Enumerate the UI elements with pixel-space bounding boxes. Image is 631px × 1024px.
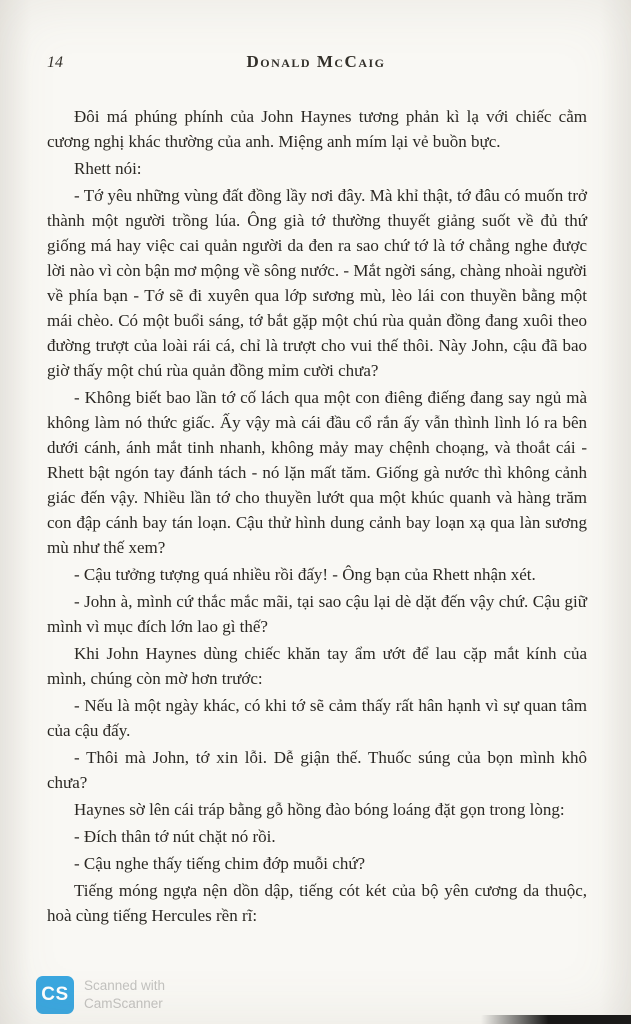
paragraph: - Nếu là một ngày khác, có khi tớ sẽ cảm thấy rất hân hạnh vì sự quan tâm của cậu đấy.	[47, 696, 587, 740]
paragraph: - Không biết bao lần tớ cố lách qua một con điêng điếng đang say ngủ mà không làm nó thức giấc. Ấy vậy mà cái đầu cổ rắn ấy vẫn thình lình ló ra bên dưới cánh, ánh mắt tinh nhanh, không mảy may chệnh choạng, và thoắt cái - Rhett bật ngón tay đánh tách - nó lặn mất tăm. Giống gà nước thì không cảnh giác đến vậy. Nhiều lần tớ cho thuyền lướt qua một khúc quanh và hàng trăm con đập cánh bay tán loạn. Cậu thử hình dung cảnh bay loạn xạ qua làn sương mù như thế xem?	[47, 388, 587, 557]
paragraph: Khi John Haynes dùng chiếc khăn tay ẩm ướt để lau cặp mắt kính của mình, chúng còn mờ hơn trước:	[47, 644, 587, 688]
paragraph: - Thôi mà John, tớ xin lỗi. Dễ giận thế. Thuốc súng của bọn mình khô chưa?	[47, 748, 587, 792]
camscanner-logo-icon: CS	[36, 976, 74, 1014]
paragraph: - Đích thân tớ nút chặt nó rồi.	[74, 827, 276, 846]
page-body	[47, 104, 587, 930]
camscanner-watermark	[36, 976, 165, 1014]
paragraph: Đôi má phúng phính của John Haynes tương phản kì lạ với chiếc cằm cương nghị khác thường của anh. Miệng anh mím lại vẻ buồn bực.	[47, 107, 587, 151]
paragraph: Tiếng móng ngựa nện dồn dập, tiếng cót két của bộ yên cương da thuộc, hoà cùng tiếng Hercules rền rĩ:	[47, 881, 587, 925]
paragraph: Haynes sờ lên cái tráp bằng gỗ hồng đào bóng loáng đặt gọn trong lòng:	[74, 800, 565, 819]
running-header-title: Donald McCaig	[246, 52, 386, 71]
paragraph: - Tớ yêu những vùng đất đồng lầy nơi đây. Mà khỉ thật, tớ đâu có muốn trở thành một người trồng lúa. Ông già tớ thường thuyết giảng suốt về đủ thứ giống má hay việc cai quản người da đen ra sao chứ tớ là tớ chẳng nghe được lời nào vì còn bận mơ mộng về sông nước. - Mắt ngời sáng, chàng nhoài người về phía bạn - Tớ sẽ đi xuyên qua lớp sương mù, lèo lái con thuyền bằng một mái chèo. Có một buổi sáng, tớ bắt gặp một chú rùa quản đồng đang xuôi theo đường trượt của loài rái cá, chỉ là trượt cho vui thế thôi. Này John, cậu đã bao giờ thấy một chú rùa quản đồng mỉm cười chưa?	[47, 186, 587, 380]
running-header	[47, 52, 585, 76]
scan-edge-artifact	[481, 1015, 631, 1024]
page-number: 14	[47, 54, 63, 71]
camscanner-watermark-text	[84, 977, 165, 1013]
paragraph: - Cậu tưởng tượng quá nhiều rồi đấy! - Ông bạn của Rhett nhận xét.	[74, 565, 536, 584]
paragraph: - John à, mình cứ thắc mắc mãi, tại sao cậu lại dè dặt đến vậy chứ. Cậu giữ mình vì mục đích lớn lao gì thế?	[47, 592, 587, 636]
paragraph: - Cậu nghe thấy tiếng chim đớp muỗi chứ?	[74, 854, 366, 873]
paragraph: Rhett nói:	[74, 159, 142, 178]
camscanner-text-line1: Scanned with	[84, 978, 166, 993]
camscanner-text-line2: CamScanner	[84, 996, 163, 1011]
